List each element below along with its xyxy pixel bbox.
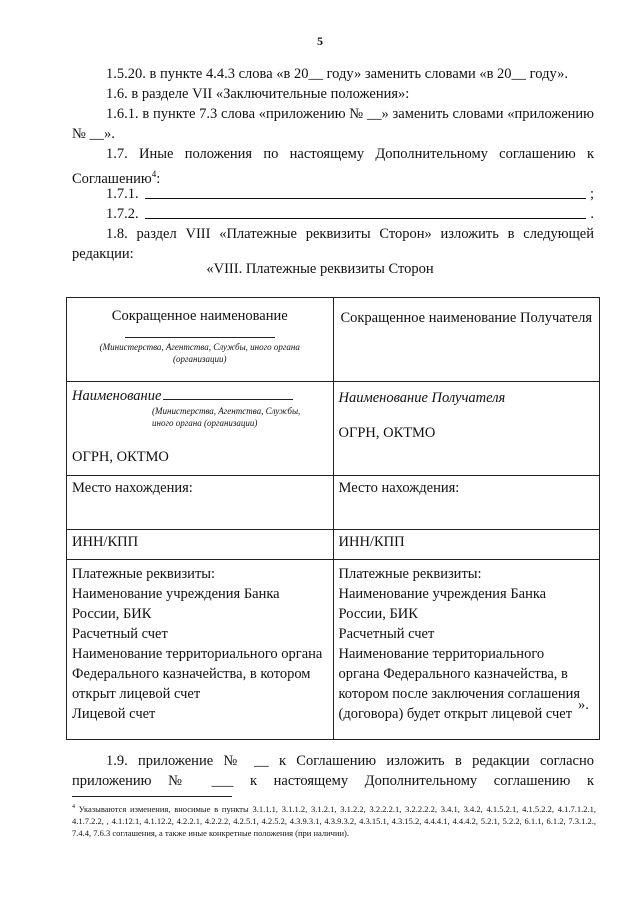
section-title: «VIII. Платежные реквизиты Сторон <box>206 261 434 277</box>
left-header-label: Сокращенное наименование <box>111 308 288 324</box>
item-1-7-2-label: 1.7.2. <box>106 206 139 222</box>
left-header-blank <box>125 329 275 338</box>
table-row-payment <box>67 560 600 740</box>
right-ogrn: ОГРН, ОКТМО <box>338 425 436 441</box>
left-header-cell <box>67 298 334 382</box>
left-name-note: (Министерства, Агентства, Службы, иного органа (организации) <box>152 406 301 428</box>
paragraph-1-8: 1.8. раздел VIII «Платежные реквизиты Сторон» изложить в следующей редакции: <box>72 226 594 262</box>
paragraph-1-5-20: 1.5.20. в пункте 4.4.3 слова «в 20__ году» заменить словами «в 20__ году». <box>106 66 568 82</box>
right-payment-cell <box>333 560 600 740</box>
left-payment-line: Платежные реквизиты: <box>72 566 216 582</box>
item-1-7-1 <box>72 184 594 204</box>
left-location: Место нахождения: <box>67 476 334 530</box>
left-payment-line: Лицевой счет <box>72 706 156 722</box>
table-row-name <box>67 382 600 476</box>
left-name-blank <box>163 386 293 400</box>
closing-quote: ». <box>578 697 589 713</box>
left-name-label: Наименование <box>72 388 162 404</box>
right-header-cell: Сокращенное наименование Получателя <box>333 298 600 382</box>
left-payment-cell <box>67 560 334 740</box>
table-row-header <box>67 298 600 382</box>
left-inn: ИНН/КПП <box>67 530 334 560</box>
item-1-7-2-blank <box>145 218 587 219</box>
right-payment-line: Платежные реквизиты: <box>338 566 482 582</box>
footnote-text: Указываются изменения, вносимые в пункты 3.1.1.1, 3.1.1.2, 3.1.2.1, 3.1.2.2, 3.2.2.2.1, 3.2.2.2.2, 3.4.1, 3.4.2, 4.1.5.2.1, 4.1.5.2.2, 4.1.7.1.2.1, 4.1.7.2.2, , 4.1.12.1, 4.1.12.2, 4.2.2.1, 4.2.2.2, 4.2.5.1, 4.2.5.2, 4.3.9.3.1, 4.3.9.3.2, 4.3.15.1, 4.3.15.2, 4.4.4.1, 4.4.4.2, 5.2.1, 5.2.2, 6.1.1, 6.1.2, 7.3.1.2., 7.4.4, 7.6.3 соглашения, а также иные конкретные положения (при наличии). <box>72 803 597 838</box>
page-number: 5 <box>317 34 323 48</box>
footnote-separator <box>72 796 232 797</box>
right-name-label: Наименование Получателя <box>338 390 506 406</box>
paragraph-1-7 <box>72 144 594 189</box>
payment-details-table <box>66 297 600 740</box>
right-inn: ИНН/КПП <box>333 530 600 560</box>
right-payment-line: Расчетный счет <box>338 626 435 642</box>
right-payment-line: Наименование территориального органа Федерального казначейства, в котором после заключения соглашения (договора) будет открыт лицевой счет <box>338 646 581 722</box>
table-row-location <box>67 476 600 530</box>
paragraph-1-7-tail: : <box>156 170 161 187</box>
left-payment-line: Расчетный счет <box>72 626 168 642</box>
paragraph-1-9: 1.9. приложение № __ к Соглашению изложить в редакции согласно приложению № ___ к настоящему Дополнительному соглашению к <box>72 753 594 789</box>
left-payment-line: Наименование учреждения Банка России, БИК <box>72 586 280 622</box>
left-name-cell <box>67 382 334 476</box>
left-ogrn: ОГРН, ОКТМО <box>72 449 169 465</box>
paragraph-1-6-1: 1.6.1. в пункте 7.3 слова «приложению № __» заменить словами «приложению № __». <box>72 106 594 142</box>
right-payment-line: Наименование учреждения Банка России, БИК <box>338 586 547 622</box>
footnote <box>72 801 596 839</box>
footnote-marker: 4 <box>72 804 75 810</box>
left-payment-line: Наименование территориального органа Федерального казначейства, в котором открыт лицевой счет <box>72 646 323 702</box>
item-1-7-1-label: 1.7.1. <box>106 186 139 202</box>
item-1-7-1-end: ; <box>589 186 594 202</box>
table-row-inn <box>67 530 600 560</box>
left-header-note: (Министерства, Агентства, Службы, иного органа (организации) <box>99 342 300 364</box>
paragraph-1-6: 1.6. в разделе VII «Заключительные положения»: <box>106 86 410 102</box>
footnote-ref: 4 <box>151 169 157 179</box>
right-name-cell <box>333 382 600 476</box>
right-location: Место нахождения: <box>333 476 600 530</box>
item-1-7-2 <box>72 204 594 224</box>
paragraph-1-7-text: 1.7. Иные положения по настоящему Дополнительному соглашению к Соглашению <box>72 146 594 187</box>
item-1-7-1-blank <box>145 198 586 199</box>
item-1-7-2-end: . <box>590 206 594 222</box>
